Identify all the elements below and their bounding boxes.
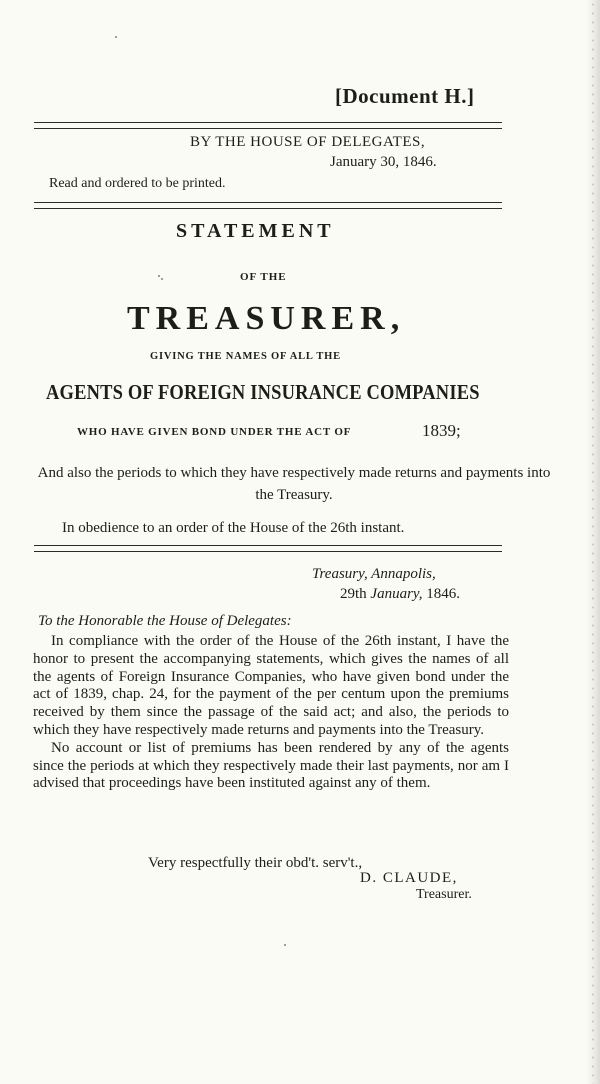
letter-paragraph-2: No account or list of premiums has been rendered by any of the agents since the periods at which they respectively made their last payments, nor am I advised that proceedings have been instituted against any of them. bbox=[33, 739, 509, 792]
letter-date-day: 29th bbox=[340, 586, 367, 602]
order-note: Read and ordered to be printed. bbox=[49, 176, 226, 191]
page-edge-noise bbox=[590, 0, 596, 1084]
signer-name: D. CLAUDE, bbox=[360, 870, 458, 886]
top-double-rule bbox=[34, 122, 502, 129]
print-speck bbox=[115, 36, 117, 38]
giving-line: GIVING THE NAMES OF ALL THE bbox=[150, 351, 341, 362]
middle-double-rule bbox=[34, 202, 502, 209]
letter-date-month: January, bbox=[370, 586, 423, 602]
letter-place: Treasury, Annapolis, bbox=[312, 566, 436, 582]
letter-paragraph-1: In compliance with the order of the House of the 26th instant, I have the honor to present the accompanying statements, which gives the names of all the agents of Foreign Insurance Companies, who have given bond under the act of 1839, chap. 24, for the payment of the per centum upon the premiums received by them since the passage of the said act; and also, the periods to which they have respectively made returns and payments into the Treasury. bbox=[33, 633, 509, 738]
treasurer-title: TREASURER, bbox=[127, 300, 406, 337]
agents-heading: AGENTS OF FOREIGN INSURANCE COMPANIES bbox=[46, 380, 480, 404]
act-year: 1839; bbox=[422, 421, 461, 440]
letter-date bbox=[340, 586, 460, 603]
print-speck bbox=[161, 278, 163, 280]
letter-body bbox=[33, 633, 509, 793]
letter-date-year: 1846. bbox=[426, 586, 460, 602]
periods-description: And also the periods to which they have respectively made returns and payments into the Treasury. bbox=[37, 465, 551, 503]
lower-double-rule bbox=[34, 545, 502, 552]
salutation: To the Honorable the House of Delegates: bbox=[38, 613, 292, 629]
resolution-date: January 30, 1846. bbox=[330, 154, 437, 170]
closing-line: Very respectfully their obd't. serv't., bbox=[148, 855, 363, 871]
of-the-line: OF THE bbox=[240, 271, 287, 283]
print-speck bbox=[284, 944, 286, 946]
obedience-line: In obedience to an order of the House of the 26th instant. bbox=[62, 520, 405, 536]
house-origin: BY THE HOUSE OF DELEGATES, bbox=[190, 134, 426, 150]
document-label: [Document H.] bbox=[335, 84, 475, 108]
signer-title: Treasurer. bbox=[416, 887, 472, 902]
who-have-line: WHO HAVE GIVEN BOND UNDER THE ACT OF bbox=[77, 426, 352, 438]
statement-title: STATEMENT bbox=[176, 220, 335, 242]
print-speck bbox=[158, 275, 160, 277]
